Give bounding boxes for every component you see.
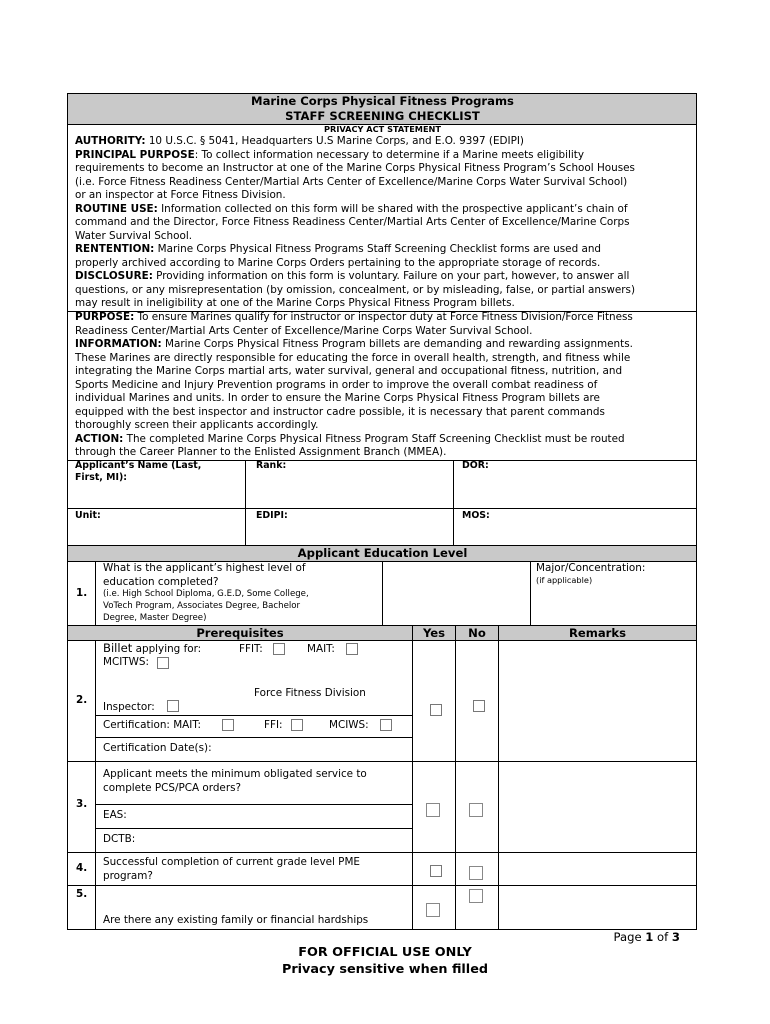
row2-yes-checkbox[interactable] — [430, 704, 442, 716]
disclosure-text: may result in ineligibility at one of the Marine Corps Physical Fitness Program billets. — [75, 297, 515, 309]
edipi-field[interactable] — [250, 523, 450, 543]
row-number-4: 4. — [76, 862, 88, 874]
mciws-checkbox[interactable] — [380, 719, 392, 731]
row-number-3: 3. — [76, 798, 88, 810]
principal-purpose-text: or an inspector at Force Fitness Division. — [75, 189, 286, 201]
information-line: INFORMATION: Marine Corps Physical Fitness Program billets are demanding and rewarding assignments. — [75, 338, 633, 350]
ffit-label: FFIT: — [239, 643, 263, 655]
footer-official-use: FOR OFFICIAL USE ONLY — [298, 945, 472, 960]
education-hint-2: VoTech Program, Associates Degree, Bachelor — [103, 601, 301, 611]
row4-no-checkbox[interactable] — [469, 866, 483, 880]
ffi-label: FFI: — [264, 719, 283, 731]
routine-use-line: ROUTINE USE: Information collected on this form will be shared with the prospective applicant’s chain of — [75, 203, 628, 215]
hardship-question: Are there any existing family or financial hardships — [103, 914, 369, 926]
mcitws-label: MCITWS: — [103, 656, 150, 668]
action-line: ACTION: The completed Marine Corps Physical Fitness Program Staff Screening Checklist must be routed — [75, 433, 625, 445]
principal-purpose-line: PRINCIPAL PURPOSE: To collect information necessary to determine if a Marine meets eligibility — [75, 149, 585, 161]
mos-field[interactable] — [458, 523, 693, 543]
information-text: integrating the Marine Corps martial arts, water survival, general and occupational fitness, nutrition, and — [75, 365, 623, 377]
ffi-checkbox[interactable] — [291, 719, 303, 731]
force-fitness-division-label: Force Fitness Division — [254, 687, 366, 699]
privacy-heading: PRIVACY ACT STATEMENT — [324, 124, 441, 134]
billet-line: Billet applying for: — [103, 641, 202, 655]
unit-field[interactable] — [70, 523, 242, 543]
row3-no-checkbox[interactable] — [469, 803, 483, 817]
education-hint-3: Degree, Master Degree) — [103, 613, 207, 623]
inspector-checkbox[interactable] — [167, 700, 179, 712]
footer-privacy-sensitive: Privacy sensitive when filled — [281, 962, 489, 977]
form-title: Marine Corps Physical Fitness Programs — [251, 94, 514, 108]
major-hint: (if applicable) — [536, 575, 593, 585]
applicant-name-label-2: First, MI): — [75, 472, 127, 483]
certification-dates-label: Certification Date(s): — [103, 742, 212, 754]
row3-remarks-field[interactable] — [502, 765, 692, 849]
applicant-name-label: Applicant’s Name (Last, — [75, 460, 202, 471]
rank-label: Rank: — [256, 460, 287, 471]
education-question: What is the applicant’s highest level of — [103, 562, 306, 574]
mait-checkbox[interactable] — [346, 643, 358, 655]
row2-no-checkbox[interactable] — [473, 700, 485, 712]
purpose-line: PURPOSE: To ensure Marines qualify for instructor or inspector duty at Force Fitness Division/Force Fitness — [75, 311, 633, 323]
row-number-2: 2. — [76, 694, 88, 706]
page-number: Page 1 of 3 — [613, 930, 680, 944]
row5-yes-checkbox[interactable] — [426, 903, 440, 917]
information-text: equipped with the best inspector and instructor cadre possible, it is necessary that parent commands — [75, 406, 605, 418]
disclosure-line: DISCLOSURE: Providing information on this form is voluntary. Failure on your part, however, to answer all — [75, 270, 630, 282]
pme-question: Successful completion of current grade level PME — [103, 856, 360, 868]
action-text: through the Career Planner to the Enlisted Assignment Branch (MMEA). — [75, 446, 447, 458]
information-text: These Marines are directly responsible for educating the force in overall health, strength, and fitness while — [75, 352, 631, 364]
information-text: individual Marines and units. In order to ensure the Marine Corps Physical Fitness Program billets are — [75, 392, 600, 404]
eas-label: EAS: — [103, 809, 127, 821]
retention-text: properly archived according to Marine Corps Orders pertaining to the appropriate storage of records. — [75, 257, 601, 269]
obligated-service-question: Applicant meets the minimum obligated service to — [103, 768, 367, 780]
no-column-heading: No — [468, 626, 486, 640]
row-number-5: 5. — [76, 888, 88, 900]
dor-field[interactable] — [458, 474, 693, 506]
mos-label: MOS: — [462, 510, 490, 521]
row-number-1: 1. — [76, 587, 88, 599]
row5-remarks-field[interactable] — [502, 888, 692, 927]
retention-line: RENTENTION: Marine Corps Physical Fitness Programs Staff Screening Checklist forms are used and — [75, 243, 602, 255]
education-answer-field[interactable] — [386, 564, 527, 622]
authority-line: AUTHORITY: 10 U.S.C. § 5041, Headquarters U.S Marine Corps, and E.O. 9397 (EDIPI) — [75, 135, 524, 147]
dor-label: DOR: — [462, 460, 489, 471]
principal-purpose-text: requirements to become an Instructor at one of the Marine Corps Physical Fitness Program’s School Houses — [75, 162, 635, 174]
row2-remarks-field[interactable] — [502, 644, 692, 758]
disclosure-text: questions, or any misrepresentation (by omission, concealment, or by misleading, false, or partial answers) — [75, 284, 636, 296]
mciws-label: MCIWS: — [329, 719, 369, 731]
row5-no-checkbox[interactable] — [469, 889, 483, 903]
row4-remarks-field[interactable] — [502, 855, 692, 883]
routine-use-text: command and the Director, Force Fitness Readiness Center/Martial Arts Center of Excellence/Marine Corps — [75, 216, 630, 228]
education-heading: Applicant Education Level — [297, 546, 468, 560]
yes-column-heading: Yes — [422, 626, 446, 640]
pme-question-2: program? — [103, 870, 153, 882]
rank-field[interactable] — [250, 474, 450, 506]
information-text: Sports Medicine and Injury Prevention programs in order to improve the overall combat readiness of — [75, 379, 598, 391]
inspector-label: Inspector: — [103, 701, 155, 713]
obligated-service-question-2: complete PCS/PCA orders? — [103, 782, 242, 794]
row4-yes-checkbox[interactable] — [430, 865, 442, 877]
certification-mait-checkbox[interactable] — [222, 719, 234, 731]
routine-use-text: Water Survival School. — [75, 230, 193, 242]
mcitws-checkbox[interactable] — [157, 657, 169, 669]
remarks-column-heading: Remarks — [568, 626, 627, 640]
applicant-name-field[interactable] — [70, 486, 242, 506]
row3-yes-checkbox[interactable] — [426, 803, 440, 817]
unit-label: Unit: — [75, 510, 101, 521]
major-field[interactable] — [534, 588, 692, 622]
purpose-text: Readiness Center/Martial Arts Center of Excellence/Marine Corps Water Survival School. — [75, 325, 533, 337]
edipi-label: EDIPI: — [256, 510, 288, 521]
education-hint: (i.e. High School Diploma, G.E.D, Some College, — [103, 589, 309, 599]
information-text: thoroughly screen their applicants accordingly. — [75, 419, 319, 431]
ffit-checkbox[interactable] — [273, 643, 285, 655]
education-question-2: education completed? — [103, 576, 219, 588]
mait-label: MAIT: — [307, 643, 335, 655]
major-label: Major/Concentration: — [536, 562, 646, 574]
prerequisites-heading: Prerequisites — [196, 626, 284, 640]
dctb-label: DCTB: — [103, 833, 136, 845]
certification-mait-label: Certification: MAIT: — [103, 719, 202, 731]
form-subtitle: STAFF SCREENING CHECKLIST — [285, 109, 480, 123]
principal-purpose-text: (i.e. Force Fitness Readiness Center/Martial Arts Center of Excellence/Marine Corps Water Survival School) — [75, 176, 628, 188]
